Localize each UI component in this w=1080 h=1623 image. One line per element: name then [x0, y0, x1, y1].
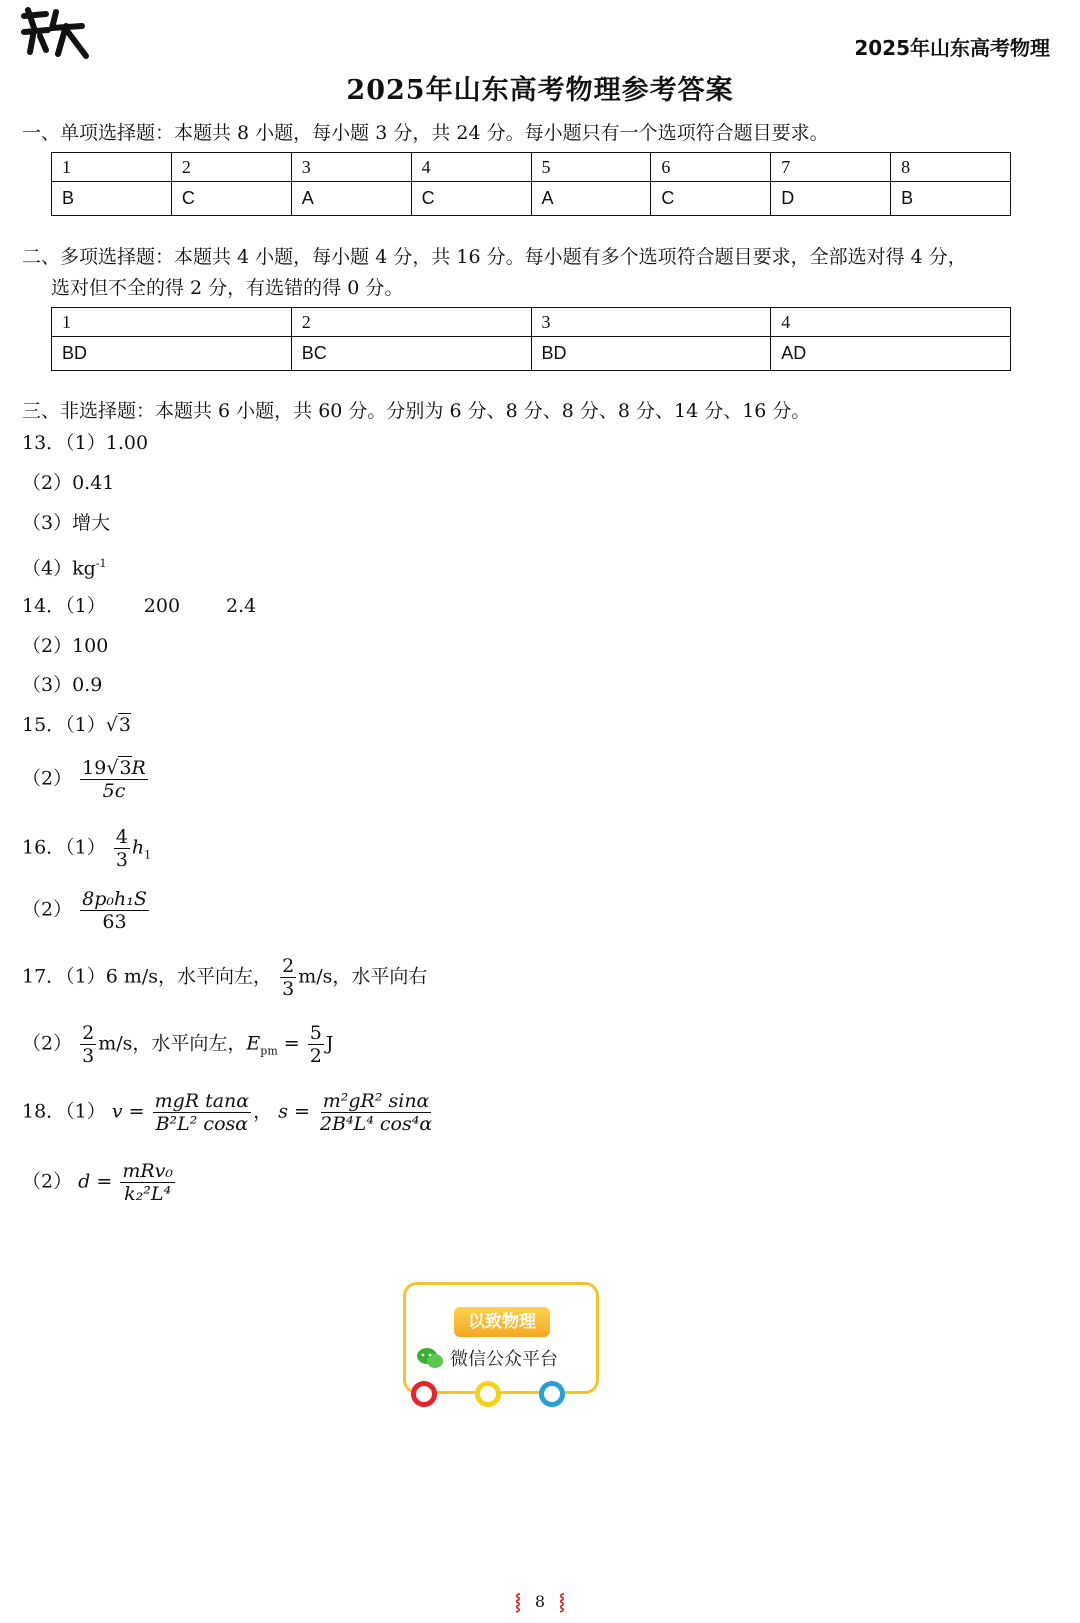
table-cell: 2	[291, 308, 531, 337]
table-cell: 4	[771, 308, 1011, 337]
blue-ring-icon	[539, 1381, 565, 1407]
q17-part2-label: （2）	[22, 1032, 73, 1055]
q17-denominator: 3	[282, 978, 295, 1000]
q17-numerator: 2	[282, 955, 295, 977]
q18-part2	[22, 1160, 177, 1205]
page-number: 8	[534, 1592, 546, 1611]
q14-part1-answer-a: 200	[143, 595, 181, 617]
section2-heading-line2: 选对但不全的得 2 分，有选错的得 0 分。	[51, 277, 404, 299]
q13-part4	[22, 551, 106, 581]
q17-part2	[22, 1022, 333, 1067]
q13-part2: （2）0.41	[22, 472, 115, 494]
table-cell: D	[771, 182, 891, 216]
left-flag-icon: ⸾	[515, 1592, 521, 1611]
calligraphy-logo	[20, 6, 90, 60]
q16-numerator: 4	[115, 826, 128, 848]
q18-part1	[22, 1090, 436, 1135]
q18-s-fraction	[318, 1090, 434, 1135]
q17-energy-sub: pm	[260, 1044, 278, 1058]
table-cell: B	[52, 182, 172, 216]
q17-part1-tail: m/s，水平向右	[298, 965, 428, 988]
table-cell: A	[531, 182, 651, 216]
q14-part1	[22, 593, 256, 619]
q13-part4-text: （4）kg	[22, 557, 96, 580]
q17-energy-denominator: 2	[309, 1045, 322, 1067]
table-cell: 2	[171, 153, 291, 182]
q14-part2: （2）100	[22, 635, 109, 657]
q17-energy-fraction	[308, 1022, 324, 1067]
q16-denominator: 3	[115, 849, 128, 871]
section2-table	[51, 307, 1011, 371]
q16-part2-label: （2）	[22, 898, 73, 921]
table-cell: BD	[52, 337, 292, 371]
q17-energy-unit: J	[325, 1032, 334, 1055]
q18-d-numerator: mRv₀	[122, 1160, 173, 1182]
q17-part2-numerator: 2	[82, 1022, 95, 1044]
table-cell: 7	[771, 153, 891, 182]
page-footer	[0, 1590, 1080, 1612]
q15-numerator-var: R	[131, 757, 146, 779]
q17-part1-fraction	[280, 955, 296, 1000]
table-row	[52, 308, 1011, 337]
q17-part2-denominator: 3	[82, 1045, 95, 1067]
q18-d-fraction	[120, 1160, 175, 1205]
q13-part4-exponent: -1	[95, 557, 107, 570]
document-title: 2025年山东高考物理参考答案	[346, 75, 734, 106]
wechat-badge	[403, 1282, 599, 1394]
q18-s-denominator: 2B⁴L⁴ cos⁴α	[319, 1113, 433, 1135]
table-cell: 4	[411, 153, 531, 182]
q16-part1-fraction	[114, 826, 130, 871]
table-row	[52, 182, 1011, 216]
table-cell: AD	[771, 337, 1011, 371]
wechat-icon	[416, 1347, 444, 1369]
q15-part1-radicand: 3	[118, 714, 131, 736]
q18-s-lhs: s =	[278, 1100, 310, 1123]
q15-denominator: 5c	[102, 780, 126, 802]
section2-heading-line1: 二、多项选择题：本题共 4 小题，每小题 4 分，共 16 分。每小题有多个选项符合题目要求，全部选对得 4 分，	[22, 246, 967, 268]
table-row	[52, 337, 1011, 371]
q15-numerator-radicand: 3	[119, 757, 132, 779]
q17-part2-mid: m/s，水平向左，	[98, 1032, 247, 1055]
q18-s-numerator: m²gR² sinα	[322, 1090, 430, 1112]
table-cell: C	[651, 182, 771, 216]
q18-separator: ，	[253, 1100, 273, 1123]
table-cell: BC	[291, 337, 531, 371]
table-cell: C	[411, 182, 531, 216]
badge-subtitle: 微信公众平台	[450, 1349, 558, 1370]
q17-part1-text: 17．（1）6 m/s，水平向左，	[22, 965, 273, 988]
q14-part3: （3）0.9	[22, 674, 103, 696]
q17-energy-numerator: 5	[309, 1022, 322, 1044]
q16-subscript: 1	[144, 848, 152, 862]
q14-part1-label: 14．（1）	[22, 595, 106, 617]
table-cell: 3	[531, 308, 771, 337]
table-cell: 1	[52, 153, 172, 182]
table-row	[52, 153, 1011, 182]
table-cell: 3	[291, 153, 411, 182]
q17-equals: =	[277, 1032, 306, 1055]
q17-part1	[22, 955, 427, 1000]
q15-part2-fraction: $\frac{19√3R}{5c}$	[82, 757, 146, 802]
q16-part1-label: 16．（1）	[22, 836, 106, 859]
table-cell: 8	[891, 153, 1011, 182]
q13-part1: 13．（1）1.00	[22, 432, 149, 454]
badge-title: 以致物理	[454, 1307, 550, 1337]
q16-part1	[22, 826, 151, 871]
header-title: 2025年山东高考物理	[854, 36, 1050, 60]
table-cell: 1	[52, 308, 292, 337]
section3-heading: 三、非选择题：本题共 6 小题，共 60 分。分别为 6 分、8 分、8 分、8 分、14 分、16 分。	[22, 400, 811, 422]
q17-energy-var: E	[246, 1032, 261, 1055]
red-ring-icon	[411, 1381, 437, 1407]
q16-part2-fraction	[80, 888, 149, 933]
q16-part2-numerator: 8p₀h₁S	[82, 888, 147, 910]
q15-part2	[22, 757, 150, 802]
q13-part3: （3）增大	[22, 512, 111, 534]
table-cell: 6	[651, 153, 771, 182]
q15-part1-label: 15．（1）	[22, 714, 106, 736]
q16-variable: h	[131, 836, 145, 859]
yellow-ring-icon	[475, 1381, 501, 1407]
q18-v-fraction	[153, 1090, 252, 1135]
table-cell: BD	[531, 337, 771, 371]
q14-part1-answer-b: 2.4	[226, 595, 257, 617]
q15-part1: 15．（1）√3	[22, 714, 131, 736]
q17-part2-fraction	[80, 1022, 96, 1067]
q15-part2-label: （2）	[22, 767, 73, 790]
table-cell: A	[291, 182, 411, 216]
q18-v-numerator: mgR tanα	[154, 1090, 250, 1112]
q16-part2	[22, 888, 151, 933]
q18-part2-label: （2）	[22, 1170, 73, 1193]
right-flag-icon: ⸾	[559, 1592, 565, 1611]
table-cell: C	[171, 182, 291, 216]
q18-v-lhs: v =	[111, 1100, 145, 1123]
section1-table	[51, 152, 1011, 216]
q18-v-denominator: B²L² cosα	[155, 1113, 249, 1135]
q18-d-lhs: d =	[78, 1170, 113, 1193]
section1-heading: 一、单项选择题：本题共 8 小题，每小题 3 分，共 24 分。每小题只有一个选项符合题目要求。	[22, 122, 829, 144]
q15-numerator-coef: 19	[82, 757, 107, 779]
table-cell: B	[891, 182, 1011, 216]
q16-part2-denominator: 63	[102, 911, 127, 933]
q18-part1-label: 18．（1）	[22, 1100, 106, 1123]
table-cell: 5	[531, 153, 651, 182]
q18-d-denominator: k₂²L⁴	[124, 1183, 172, 1205]
